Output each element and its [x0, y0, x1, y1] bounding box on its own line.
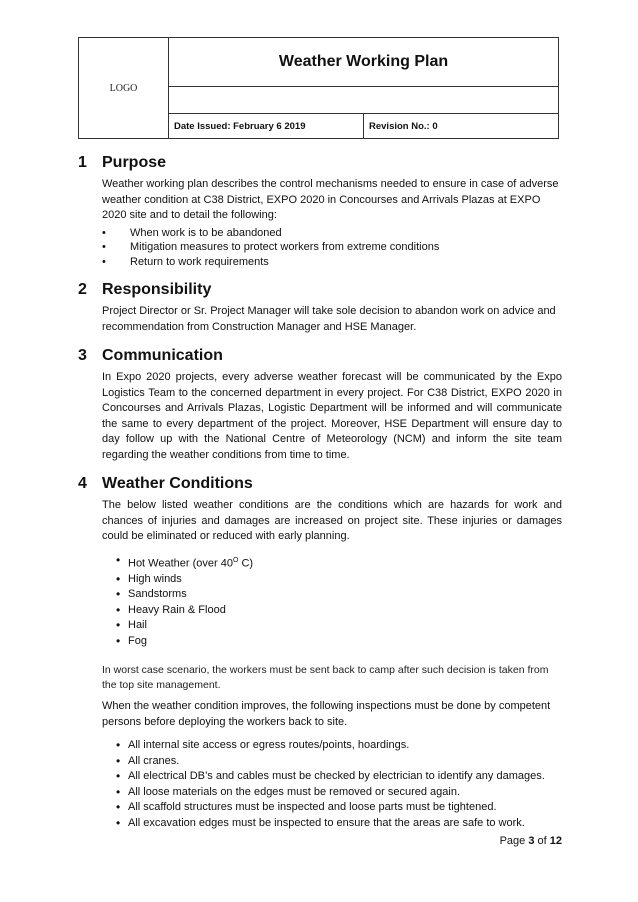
section-communication	[78, 346, 562, 463]
section-purpose	[78, 153, 562, 269]
list-item: • Mitigation measures to protect workers from extreme conditions	[102, 241, 440, 253]
section-number: 2	[78, 281, 87, 298]
page-number: Page 3 of 12	[499, 835, 562, 847]
list-item: • Hail	[116, 618, 147, 633]
section-responsibility	[78, 280, 562, 335]
list-item: • Fog	[116, 633, 147, 648]
hazard-list	[116, 553, 562, 650]
purpose-paragraph: Weather working plan describes the control mechanisms needed to ensure in case of adverse weather condition at C38 District, EXPO 2020 in Concourses and Arrivals Plazas at EXPO 2020 site and to detail the following:	[102, 178, 559, 221]
list-item: • All internal site access or egress routes/points, hoardings.	[116, 738, 410, 753]
list-item: • Hot Weather (over $40^O$ C)	[116, 552, 254, 570]
section-title: Communication	[102, 347, 223, 364]
list-item: • Heavy Rain & Flood	[116, 602, 226, 617]
section-heading	[78, 346, 562, 366]
section-title: Responsibility	[102, 281, 212, 298]
list-item: • Sandstorms	[116, 587, 187, 602]
section-heading	[78, 280, 562, 300]
communication-paragraph: In Expo 2020 projects, every adverse weather forecast will be communicated by the Expo Logistics Team to the concerned department in every project. For C38 District, EXPO 2020 in Concourses and Arrivals Plazas, Logistic Department will be informed and will communicate the same to every department of the project. Moreover, HSE Department will ensure day to day follow up with the National Centre of Meteorology (NCM) and inform the site team regarding the weather conditions from time to time.	[102, 371, 562, 461]
inspection-intro: When the weather condition improves, the following inspections must be done by competent persons before deploying the workers back to site.	[102, 700, 551, 728]
list-item: • Return to work requirements	[102, 255, 269, 268]
section-weather-conditions	[78, 474, 562, 831]
section-title: Weather Conditions	[102, 475, 253, 492]
date-issued: Date Issued: February 6 2019	[169, 114, 364, 139]
purpose-list	[102, 226, 562, 270]
list-item: • All scaffold structures must be inspected and loose parts must be tightened.	[116, 800, 497, 815]
responsibility-paragraph: Project Director or Sr. Project Manager will take sole decision to abandon work on advice and recommendation from Construction Manager and HSE Manager.	[102, 305, 556, 333]
section-heading	[78, 474, 562, 494]
document-title: Weather Working Plan	[169, 38, 559, 87]
section-number: 4	[78, 475, 87, 492]
inspection-list	[116, 738, 562, 831]
document-body	[78, 153, 562, 842]
list-item: • High winds	[116, 571, 182, 586]
list-item: • All cranes.	[116, 753, 180, 768]
list-item: • All loose materials on the edges must be removed or secured again.	[116, 784, 461, 799]
weather-paragraph: The below listed weather conditions are the conditions which are hazards for work and chances of injuries and damages are increased on project site. These injuries or damages could be eliminated or reduced with early planning.	[102, 499, 562, 542]
document-header-table	[78, 37, 559, 139]
logo: LOGO	[79, 38, 169, 139]
revision-number: Revision No.: 0	[364, 114, 559, 139]
section-number: 3	[78, 347, 87, 364]
section-number: 1	[78, 154, 87, 171]
worst-case-note: In worst case scenario, the workers must be sent back to camp after such decision is taken from the top site management.	[102, 664, 549, 692]
list-item: • All electrical DB’s and cables must be checked by electrician to identify any damages.	[116, 769, 545, 784]
section-heading	[78, 153, 562, 173]
list-item: • All excavation edges must be inspected to ensure that the areas are safe to work.	[116, 815, 525, 830]
section-title: Purpose	[102, 154, 167, 171]
list-item: • When work is to be abandoned	[102, 226, 282, 239]
header-empty-row	[169, 87, 559, 114]
